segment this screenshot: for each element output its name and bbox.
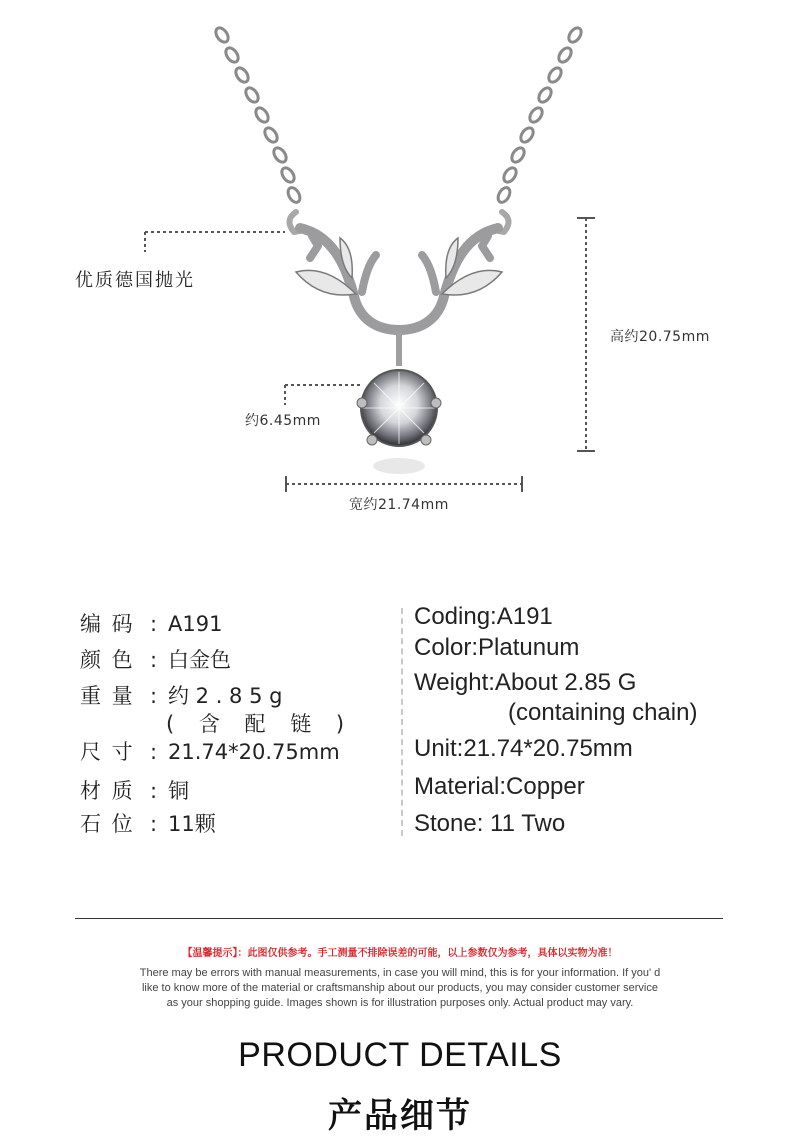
chain-left (213, 26, 302, 205)
section-heading-english: PRODUCT DETAILS (238, 1036, 562, 1074)
weight-note-cn: ( 含 配 链 ) (166, 712, 354, 736)
spec-value: 铜 (168, 779, 189, 803)
spec-key: 石 位 (80, 812, 135, 836)
spec-key: 颜 色 (80, 648, 135, 672)
antler (289, 212, 508, 330)
spec-colon: : (150, 684, 158, 708)
spec-en-material: Material:Copper (414, 773, 585, 800)
spec-row-material (80, 775, 189, 805)
gem-reflection (373, 458, 425, 474)
spec-colon: : (150, 779, 158, 803)
notice-english-line: There may be errors with manual measurements, in case you will mind, this is for your information. If you' d (139, 967, 661, 979)
spec-key: 材 质 (80, 779, 135, 803)
spec-colon: : (150, 812, 158, 836)
notice-chinese: 【温馨提示】：此图仅供参考。手工测量不排除误差的可能，以上参数仅为参考，具体以实物为准！ (182, 948, 618, 959)
spec-value: 白金色 (168, 648, 231, 672)
spec-row-weight (80, 680, 282, 710)
notice-english-line: as your shopping guide. Images shown is for illustration purposes only. Actual product may vary. (166, 997, 634, 1009)
spec-colon: : (150, 648, 158, 672)
spec-en-weight: Weight:About 2.85 G (414, 669, 637, 696)
section-divider (75, 918, 723, 919)
chain-right (496, 26, 584, 205)
spec-en-color: Color:Platunum (414, 634, 580, 661)
spec-en-stone: Stone: 11 Two (414, 810, 566, 837)
spec-en-coding: Coding:A191 (414, 603, 553, 630)
spec-key: 尺 寸 (80, 740, 135, 764)
spec-colon: : (150, 612, 158, 636)
finish-pointer (145, 232, 285, 252)
spec-colon: : (150, 740, 158, 764)
spec-value: 21.74*20.75mm (168, 740, 340, 764)
height-label: 高约20.75mm (610, 329, 710, 345)
spec-key: 编 码 (80, 612, 135, 636)
spec-key: 重 量 (80, 684, 135, 708)
spec-value: 11颗 (168, 812, 216, 836)
section-heading-chinese: 产品细节 (328, 1096, 472, 1136)
spec-divider (401, 608, 403, 836)
spec-row-color (80, 644, 231, 674)
spec-row-code (80, 608, 222, 638)
weight-note-en: (containing chain) (508, 699, 698, 726)
spec-row-size (80, 736, 340, 766)
stone-size-pointer (285, 385, 360, 405)
notice-english-line: like to know more of the material or craftsmanship about our products, you may consider customer service (141, 982, 658, 994)
finish-label: 优质德国抛光 (75, 270, 195, 291)
spec-value: A191 (168, 612, 223, 636)
spec-row-stones (80, 808, 216, 838)
width-label: 宽约21.74mm (349, 497, 449, 513)
spec-value: 约 2 . 8 5 g (168, 684, 283, 708)
height-dimension (577, 218, 595, 451)
stone-size-label: 约6.45mm (245, 413, 321, 429)
width-dimension (286, 476, 522, 492)
round-gemstone (357, 370, 441, 446)
product-illustration (0, 0, 800, 560)
pendant-bail (396, 332, 402, 366)
spec-en-unit: Unit:21.74*20.75mm (414, 735, 633, 762)
